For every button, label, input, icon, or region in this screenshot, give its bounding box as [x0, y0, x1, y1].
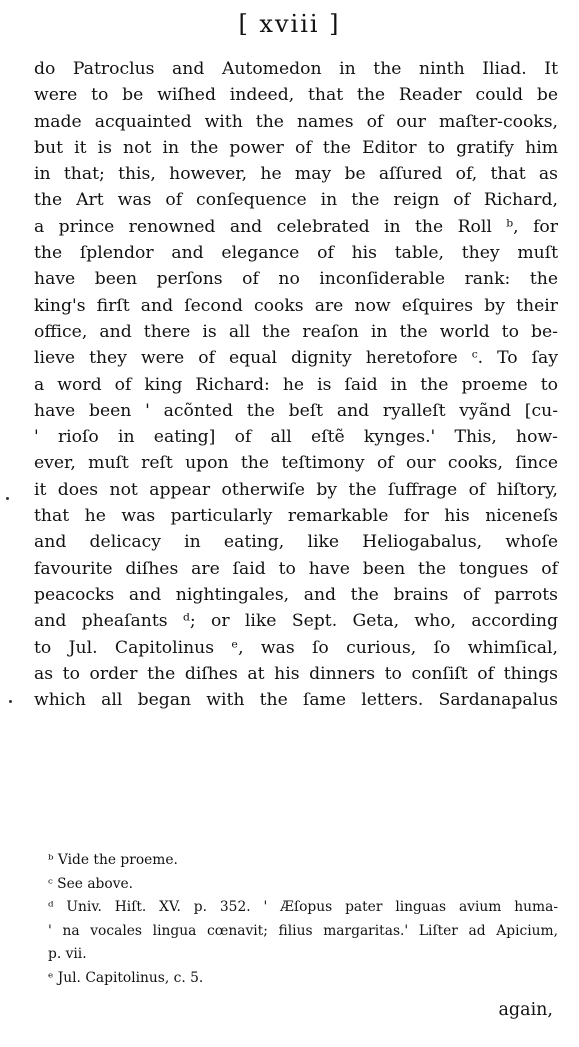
- footnote: ᵇ Vide the proeme.: [48, 852, 178, 868]
- ink-speck: [9, 700, 12, 703]
- text-line: lieve they were of equal dignity heretofore ᶜ. To ſay: [34, 348, 558, 369]
- footnote: ᵉ Jul. Capitolinus, c. 5.: [48, 969, 204, 986]
- footnote: ᵈ Univ. Hiſt. XV. p. 352. ' Æſopus pater linguas avium huma-: [48, 899, 558, 915]
- text-line: and delicacy in eating, like Heliogabalus, whoſe: [34, 532, 558, 553]
- text-line: office, and there is all the reaſon in the world to be-: [34, 321, 558, 342]
- text-line: a word of king Richard: he is ſaid in the proeme to: [34, 374, 558, 395]
- ink-speck: [6, 497, 9, 500]
- text-line: the Art was of conſequence in the reign of Richard,: [34, 190, 558, 211]
- text-line: have been ' acõnted the beſt and ryalleſt vyãnd [cu-: [34, 400, 558, 421]
- footnote-continuation: p. vii.: [48, 946, 87, 962]
- text-line: as to order the diſhes at his dinners to conſiſt of things: [34, 663, 558, 684]
- text-line: do Patroclus and Automedon in the ninth Iliad. It: [34, 59, 558, 79]
- text-line: in that; this, however, he may be aſſured of, that as: [34, 164, 558, 185]
- catchword: again,: [498, 1000, 553, 1020]
- page-number: [ xviii ]: [238, 10, 341, 38]
- text-line: ' rioſo in eating] of all eſtẽ kynges.' This, how-: [34, 427, 558, 448]
- text-line: but it is not in the power of the Editor to gratify him: [34, 137, 558, 158]
- text-line: favourite diſhes are ſaid to have been the tongues of: [34, 558, 558, 579]
- text-line: a prince renowned and celebrated in the Roll ᵇ, for: [34, 216, 558, 237]
- text-line: were to be wiſhed indeed, that the Reader could be: [34, 85, 558, 106]
- text-line: it does not appear otherwiſe by the ſuffrage of hiſtory,: [34, 479, 558, 500]
- footnotes: [48, 849, 558, 990]
- text-line: and pheaſants ᵈ; or like Sept. Geta, who, according: [34, 611, 558, 632]
- text-line: have been perſons of no inconſiderable rank: the: [34, 269, 558, 290]
- body-text: [34, 56, 558, 713]
- text-line: made acquainted with the names of our maſter-cooks,: [34, 111, 558, 132]
- text-line: the ſplendor and elegance of his table, they muſt: [34, 243, 558, 264]
- text-line: to Jul. Capitolinus ᵉ, was ſo curious, ſo whimſical,: [34, 637, 558, 658]
- text-line: that he was particularly remarkable for his niceneſs: [34, 506, 558, 527]
- text-line: ever, muſt reſt upon the teſtimony of our cooks, ſince: [34, 453, 558, 474]
- footnote: ᶜ See above.: [48, 875, 134, 892]
- text-line: which all began with the ſame letters. Sardanapalus: [34, 690, 558, 711]
- footnote-continuation: ' na vocales lingua cœnavit; filius margaritas.' Liſter ad Apicium,: [48, 922, 558, 939]
- text-line: king's firſt and ſecond cooks are now eſquires by their: [34, 295, 558, 316]
- text-line: peacocks and nightingales, and the brains of parrots: [34, 584, 558, 605]
